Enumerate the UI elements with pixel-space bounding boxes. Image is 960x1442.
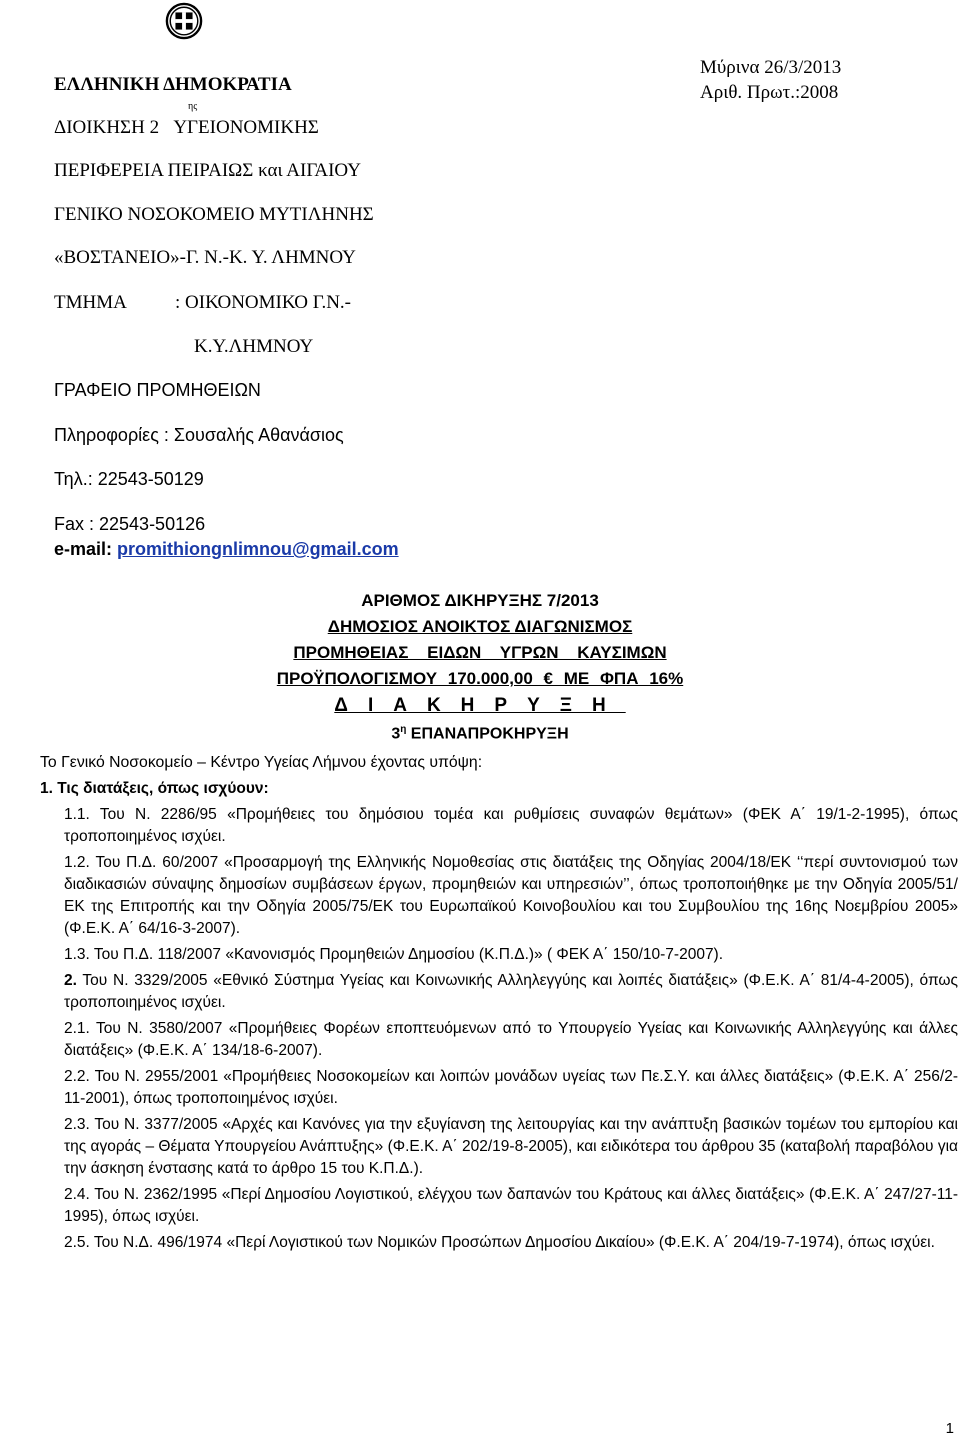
email-label: e-mail: [54, 539, 113, 559]
reannouncement-title: $3^\eta$ ΕΠΑΝΑΠΡΟΚΗΡΥΞΗ [391, 724, 569, 743]
proclamation-title: ΔΙΑΚΗΡΥΞΗ [334, 695, 626, 716]
clause-1-1: 1.1. Του Ν. 2286/95 «Προμήθειες του δημόσιου τομέα και ρυθμίσεις συναφών θεμάτων» (ΦΕΚ Α΄ 19/1-2-1995), όπως τροποποιημένος ισχύει. [64, 806, 958, 845]
clause-2-5: 2.5. Του Ν.Δ. 496/1974 «Περί Λογιστικού των Νομικών Προσώπων Δημοσίου Δικαίου» (Φ.Ε.Κ. Α΄ 204/19-7-1974), όπως ισχύει. [64, 1234, 935, 1251]
clause-2-1: 2.1. Του Ν. 3580/2007 «Προμήθειες Φορέων εποπτευόμενων από το Υπουργείο Υγείας και Κοινωνικής Αλληλεγγύης και άλλες διατάξεις» (Φ.Ε.Κ. Α΄ 134/18-6-2007). [64, 1020, 958, 1059]
budget-title: ΠΡΟΫΠΟΛΟΓΙΣΜΟΥ 170.000,00 € ΜΕ ΦΠΑ 16% [276, 669, 684, 688]
dept-label: ΤΜΗΜΑ [54, 292, 127, 313]
greek-coat-of-arms-icon [165, 2, 203, 40]
unit-line: «ΒΟΣΤΑΝΕΙΟ»-Γ. Ν.-Κ. Υ. ΛΗΜΝΟΥ [54, 247, 356, 268]
dept-value: : ΟΙΚΟΝΟΜΙΚΟ Γ.Ν.- [175, 292, 352, 313]
email-line [54, 539, 399, 560]
dept-value-cont: Κ.Υ.ΛΗΜΝΟΥ [194, 336, 314, 357]
clause-2-3: 2.3. Του Ν. 3377/2005 «Αρχές και Κανόνες για την εξυγίανση της λειτουργίας και την ανάπτυξη βασικών τομέων του εμπορίου και της αγοράς – Θέματα Υπουργείου Ανάπτυξης» (Φ.Ε.Κ. Α΄ 202/19-8-2005), και ειδικότερα του άρθρου 35 (καταβολή παραβόλου για την άσκηση ένστασης κατά το άρθρο 15 του Κ.Π.Δ.). [64, 1116, 958, 1177]
legal-basis [40, 778, 958, 1254]
admin-superscript: ης [188, 101, 198, 112]
admin-line: ΔΙΟΙΚΗΣΗ 2 ΥΓΕΙΟΝΟΜΙΚΗΣ [54, 117, 319, 138]
tender-number-title: ΑΡΙΘΜΟΣ ΔΙΚΗΡΥΞΗΣ 7/2013 [361, 591, 599, 610]
phone-line: Τηλ.: 22543-50129 [54, 469, 204, 489]
document-date: Μύρινα 26/3/2013 [700, 57, 842, 78]
protocol-number: Αριθ. Πρωτ.:2008 [700, 82, 839, 103]
info-line: Πληροφορίες : Σουσαλής Αθανάσιος [54, 425, 344, 445]
intro-line: Το Γενικό Νοσοκομείο – Κέντρο Υγείας Λήμνου έχοντας υπόψη: [40, 754, 483, 771]
office-line: ΓΡΑΦΕΙΟ ΠΡΟΜΗΘΕΙΩΝ [54, 380, 261, 400]
fax-line: Fax : 22543-50126 [54, 514, 206, 534]
clause-2-4: 2.4. Του Ν. 2362/1995 «Περί Δημοσίου Λογιστικού, ελέγχου των δαπανών του Κράτους και άλλες διατάξεις» (Φ.Ε.Κ. Α΄ 247/27-11-1995), όπως ισχύει. [64, 1186, 958, 1225]
clause-2-2: 2.2. Του Ν. 2955/2001 «Προμήθειες Νοσοκομείων και λοιπών μονάδων υγείας των Πε.Σ.Υ. και άλλες διατάξεις» (Φ.Ε.Κ. Α΄ 256/2-11-2001), όπως τροποποιημένος ισχύει. [64, 1068, 958, 1107]
hospital-line: ΓΕΝΙΚΟ ΝΟΣΟΚΟΜΕΙΟ ΜΥΤΙΛΗΝΗΣ [54, 204, 374, 225]
section-1-heading: 1. Τις διατάξεις, όπως ισχύουν: [40, 780, 269, 797]
page-number: 1 [945, 1420, 954, 1437]
clause-1-2: 1.2. Του Π.Δ. 60/2007 «Προσαρμογή της Ελληνικής Νομοθεσίας στις διατάξεις της Οδηγίας 2004/18/ΕΚ ‘‘περί συντονισμού των διαδικασιών σύναψης δημοσίων συμβάσεων έργων, προμηθειών και υπηρεσιών’’, όπως τροποποιήθηκε με την Οδηγία 2005/51/ΕΚ της Επιτροπής και την Οδηγία 2005/75/ΕΚ του Ευρωπαϊκού Κοινοβουλίου και του Συμβουλίου της 16ης Νοεμβρίου 2005» (Φ.Ε.Κ. Α΄ 64/16-3-2007). [64, 854, 958, 937]
procurement-subject-title: ΠΡΟΜΗΘΕΙΑΣ ΕΙΔΩΝ ΥΓΡΩΝ ΚΑΥΣΙΜΩΝ [293, 643, 667, 662]
republic-line: ΕΛΛΗΝΙΚΗ ΔΗΜΟΚΡΑΤΙΑ [54, 74, 292, 95]
tender-type-title: ΔΗΜΟΣΙΟΣ ΑΝΟΙΚΤΟΣ ΔΙΑΓΩΝΙΣΜΟΣ [327, 617, 633, 636]
clause-1-3: 1.3. Του Π.Δ. 118/2007 «Κανονισμός Προμηθειών Δημοσίου (Κ.Π.Δ.)» ( ΦΕΚ Α΄ 150/10-7-2007). [64, 946, 724, 963]
region-line: ΠΕΡΙΦΕΡΕΙΑ ΠΕΙΡΑΙΩΣ και ΑΙΓΑΙΟΥ [54, 160, 361, 181]
section-2: 2. Του Ν. 3329/2005 «Εθνικό Σύστημα Υγείας και Κοινωνικής Αλληλεγγύης και λοιπές διατάξεις» (Φ.Ε.Κ. Α΄ 81/4-4-2005), όπως τροποποιημένος ισχύει. [64, 972, 958, 1011]
email-link[interactable]: promithiongnlimnou@gmail.com [117, 539, 399, 559]
